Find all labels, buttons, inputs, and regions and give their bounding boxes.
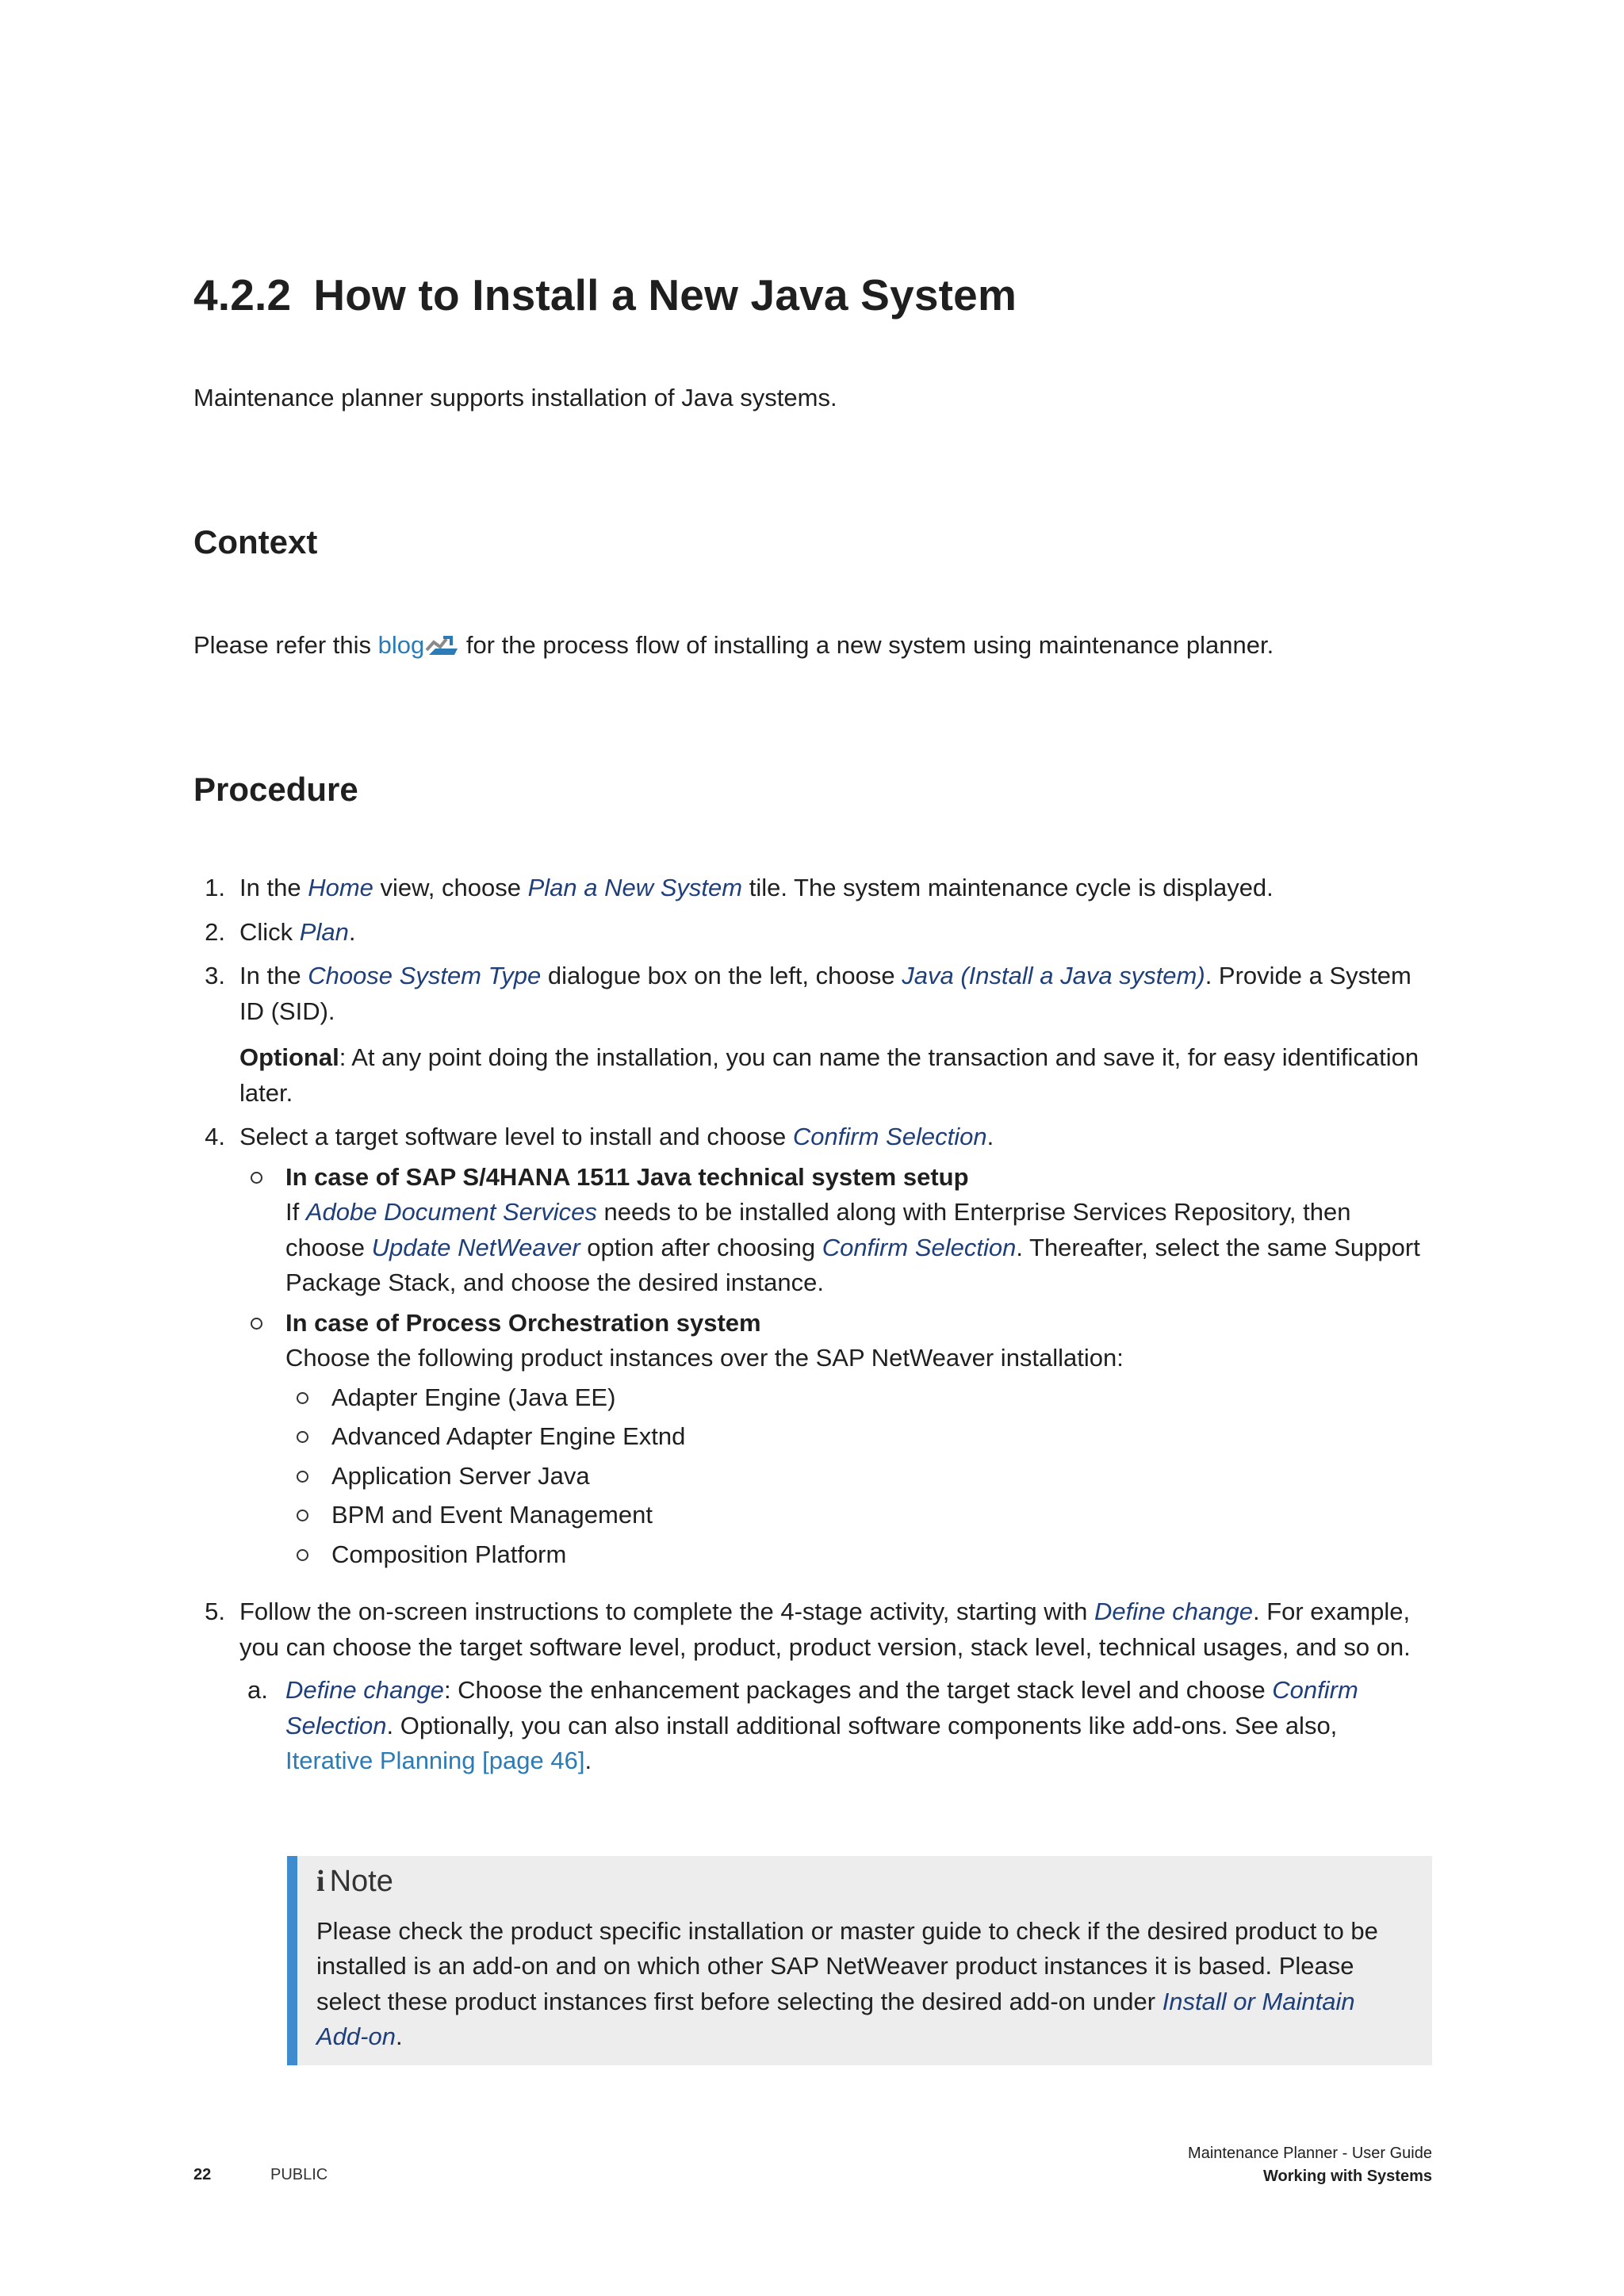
classification-label: PUBLIC: [270, 2166, 328, 2183]
footer-doc-info: [1188, 2142, 1432, 2188]
iterative-planning-link[interactable]: Iterative Planning [page 46]: [285, 1747, 585, 1774]
note-text: Please check the product specific installation or master guide to check if the desired product to be installed is an add-on and on which other SAP NetWeaver product instances it is based. Please select these product instances first before selecting the desired add-on under Install or Maintain Add-on.: [316, 1916, 1378, 2050]
step-3: 3. In the Choose System Type dialogue box on the left, choose Java (Install a Java system). Provide a System ID (SID). Optional: At any point doing the installation, you can name the transaction and save it, for easy identification later.: [193, 959, 1431, 1111]
list-item: In case of SAP S/4HANA 1511 Java technical system setup If Adobe Document Services needs to be installed along with Enterprise Services Repository, then choose Update NetWeaver option after choosing Confirm Selection. Thereafter, select the same Support Package Stack, and choose the desired instance.: [239, 1160, 1431, 1301]
ui-define-change: Define change: [1094, 1598, 1253, 1625]
section-number: 4.2.2: [193, 270, 292, 320]
page-title: [193, 270, 1017, 320]
step-5: 5. Follow the on-screen instructions to complete the 4-stage activity, starting with Define change. For example, you can choose the target software level, product, product version, stack level, technical usages, and so on. a. Define change: Choose the enhancement packages and the target stack level and choose Confirm Selection. Optionally, you can also install additional software components like add-ons. See also, Iterative Planning [page 46].: [193, 1594, 1431, 1779]
context-heading: Context: [193, 523, 318, 561]
blog-link[interactable]: blog: [377, 631, 425, 659]
ui-java-install: Java (Install a Java system): [902, 962, 1205, 989]
ui-choose-system-type: Choose System Type: [308, 962, 542, 989]
step-2: 2. Click Plan.: [205, 917, 356, 946]
list-item: Application Server Java: [285, 1459, 1431, 1494]
ui-install-maintain-addon: Install or Maintain Add-on: [316, 1987, 1355, 2050]
section-title: How to Install a New Java System: [313, 270, 1017, 320]
note-title: Note: [329, 1865, 393, 1898]
context-text: Please refer this blog for the process flow of installing a new system using maintenance planner.: [193, 631, 1274, 659]
list-item: Adapter Engine (Java EE): [285, 1380, 1431, 1416]
step-4: 4. Select a target software level to install and choose Confirm Selection. In case of SAP S/4HANA 1511 Java technical system setup If Adobe Document Services needs to be installed along with Enterprise Services Repository, then choose Update NetWeaver option after choosing Confirm Selection. Thereafter, select the same Support Package Stack, and choose the desired instance. In case of Process Orchestration system Choose the following product instances over the SAP NetWeaver installation: Adapter Engine (Java EE) Advanced Adapter Engine Extnd Application Server Java BPM and Event Management Composition Platform: [193, 1119, 1431, 1572]
ui-confirm-selection: Confirm Selection: [792, 1123, 987, 1150]
list-item: In case of Process Orchestration system Choose the following product instances over the SAP NetWeaver installation: Adapter Engine (Java EE) Advanced Adapter Engine Extnd Application Server Java BPM and Event Management Composition Platform: [239, 1306, 1431, 1573]
list-item: Composition Platform: [285, 1537, 1431, 1573]
ui-home: Home: [308, 874, 373, 901]
doc-title: Maintenance Planner - User Guide: [1188, 2145, 1432, 2162]
step-1: 1. In the Home view, choose Plan a New System tile. The system maintenance cycle is displayed.: [205, 874, 1274, 901]
external-link-icon[interactable]: [424, 633, 459, 656]
procedure-steps: [193, 871, 1431, 1788]
page-number: 22: [193, 2166, 212, 2183]
note-box: [287, 1856, 1432, 2065]
info-icon: i: [316, 1865, 325, 1898]
ui-plan: Plan: [299, 917, 349, 946]
section-name: Working with Systems: [1262, 2168, 1432, 2185]
intro-text: Maintenance planner supports installation of Java systems.: [193, 384, 837, 411]
ui-plan-new-system: Plan a New System: [527, 874, 743, 901]
list-item: a. Define change: Choose the enhancement packages and the target stack level and choose Confirm Selection. Optionally, you can also install additional software components like add-ons. See also, Iterative Planning [page 46].: [247, 1676, 1358, 1774]
list-item: BPM and Event Management: [285, 1498, 1431, 1533]
list-item: Advanced Adapter Engine Extnd: [285, 1419, 1431, 1455]
optional-note: Optional: At any point doing the installation, you can name the transaction and save it, for easy identification later.: [239, 1043, 1419, 1107]
procedure-heading: Procedure: [193, 771, 358, 808]
